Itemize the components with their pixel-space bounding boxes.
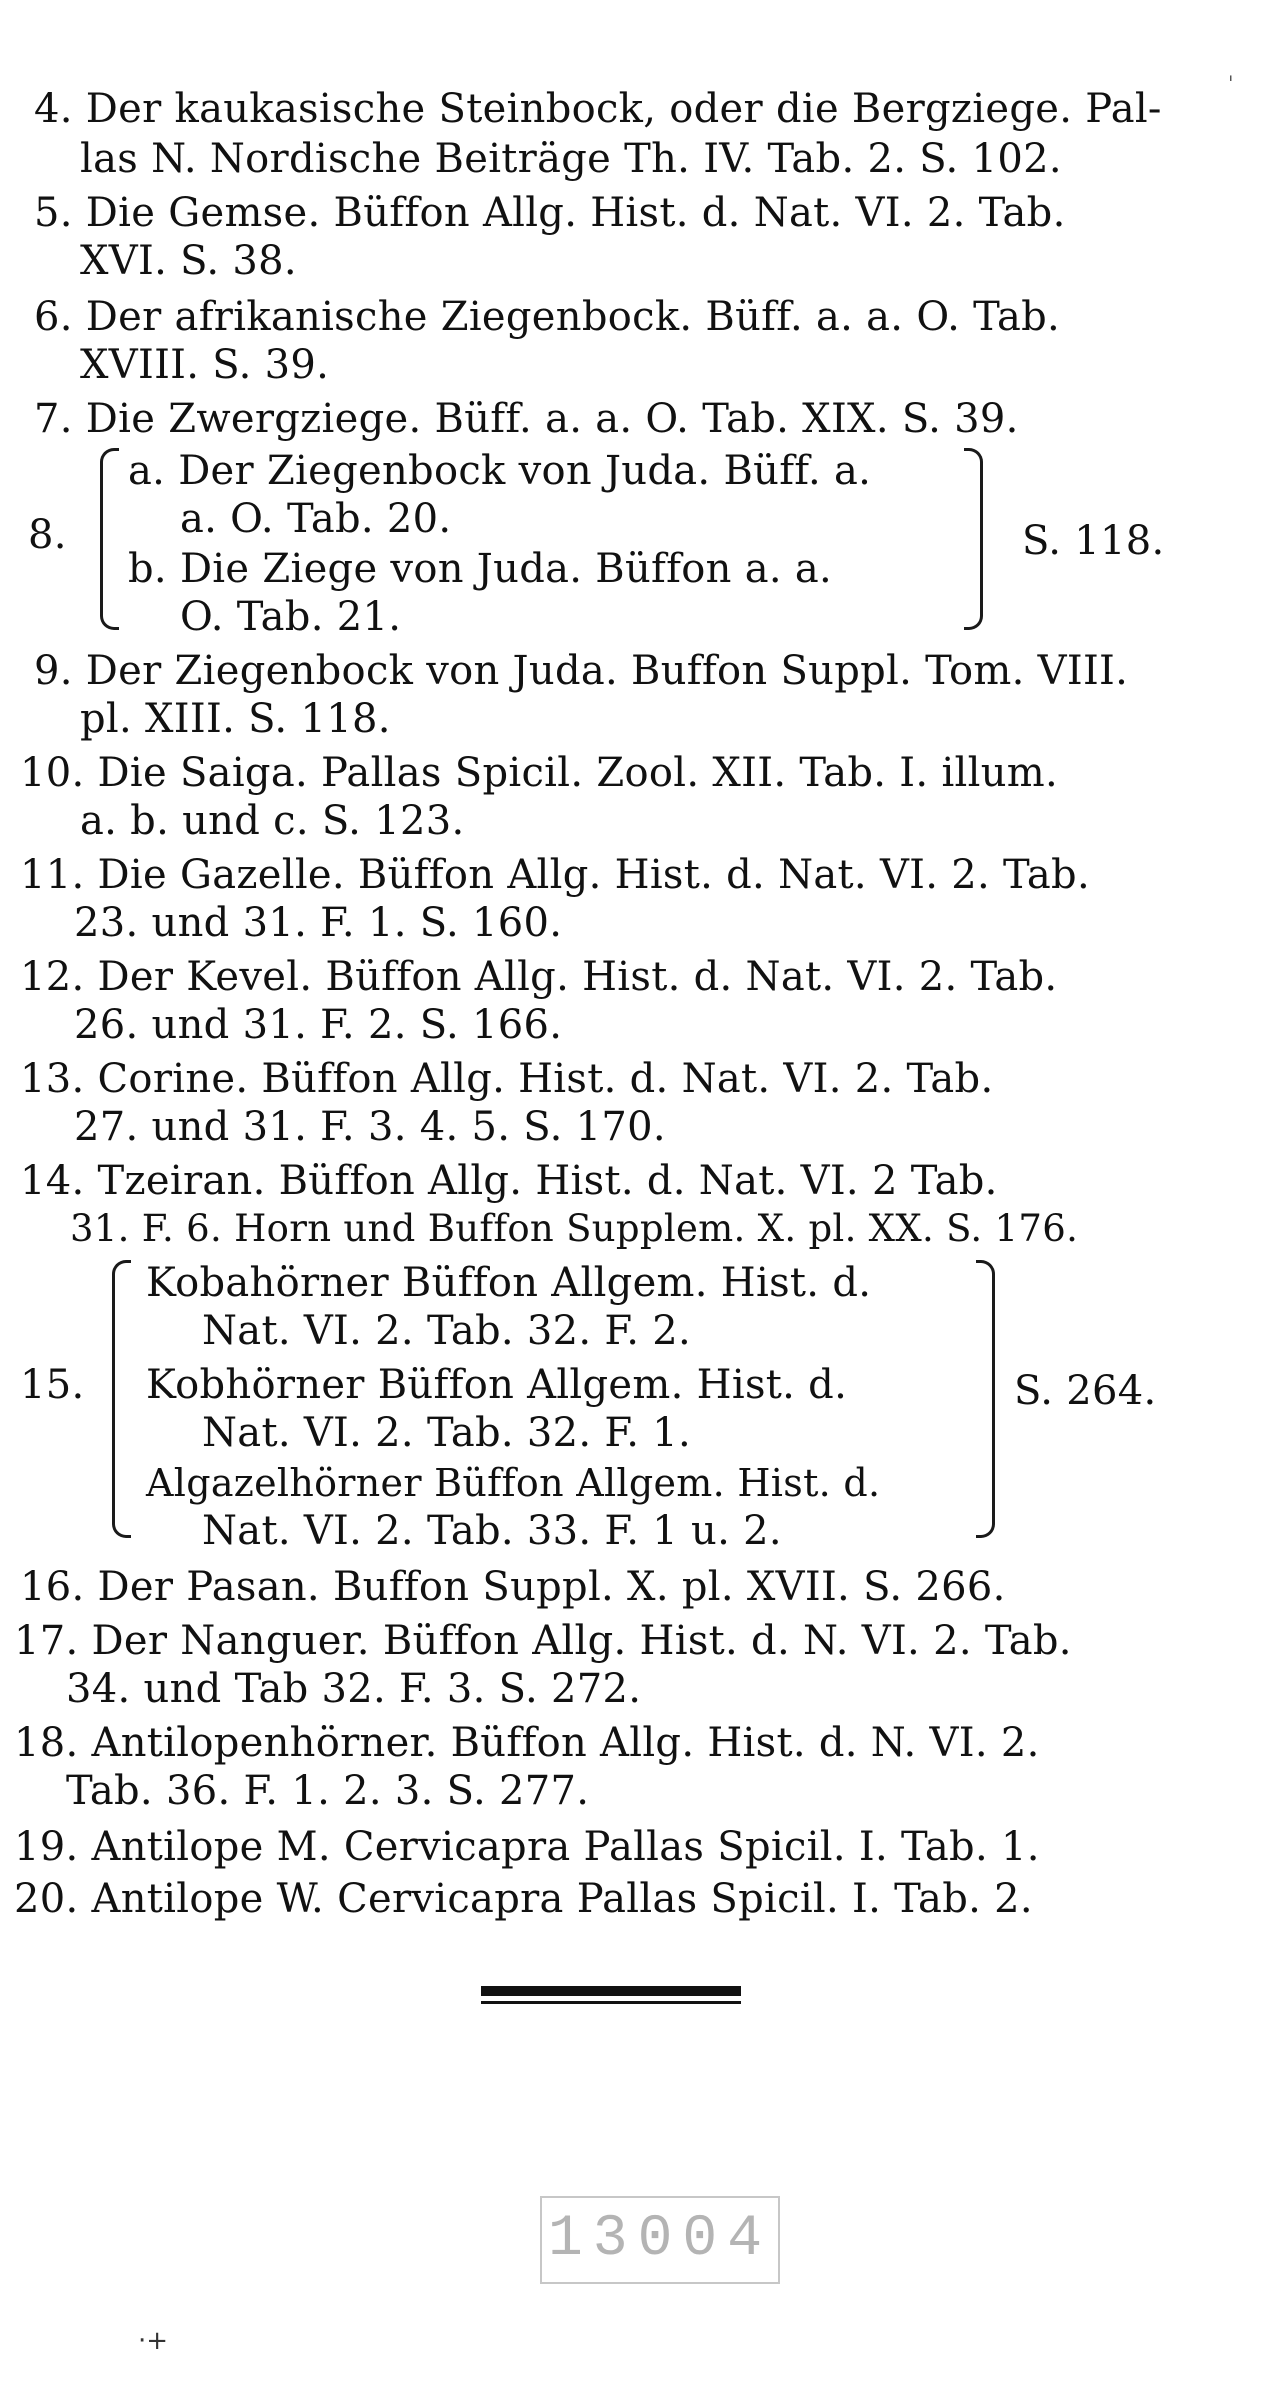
- entry-number: 13.: [20, 1056, 85, 1102]
- entry-15-sub3-line-2: Nat. VI. 2. Tab. 33. F. 1 u. 2.: [202, 1508, 782, 1554]
- entry-18-line-2: Tab. 36. F. 1. 2. 3. S. 277.: [66, 1768, 590, 1814]
- entry-text: Antilope W. Cervicapra Pallas Spicil. I. Tab. 2.: [91, 1876, 1033, 1922]
- entry-9-line-2: pl. XIII. S. 118.: [80, 696, 391, 742]
- page-reference: S. 264.: [1014, 1368, 1157, 1414]
- entry-13-line-2: 27. und 31. F. 3. 4. 5. S. 170.: [74, 1104, 666, 1150]
- entry-text: Der Ziegenbock von Juda. Buffon Suppl. Tom. VIII.: [85, 648, 1129, 694]
- entry-5-line-1: [34, 188, 1066, 238]
- left-brace: [100, 448, 119, 630]
- entry-17-line-1: [14, 1616, 1072, 1666]
- entry-15-sub1-line-1: Kobahörner Büffon Allgem. Hist. d.: [146, 1260, 872, 1306]
- entry-11-line-2: 23. und 31. F. 1. S. 160.: [74, 900, 563, 946]
- entry-number: 14.: [20, 1158, 85, 1204]
- entry-number: 9.: [34, 648, 73, 694]
- entry-10-line-1: [20, 748, 1058, 798]
- entry-number: 7.: [34, 396, 73, 442]
- entry-text: Der Nanguer. Büffon Allg. Hist. d. N. VI. 2. Tab.: [91, 1618, 1072, 1664]
- right-brace: [964, 448, 983, 630]
- entry-15-sub1-line-2: Nat. VI. 2. Tab. 32. F. 2.: [202, 1308, 692, 1354]
- entry-9-line-1: [34, 646, 1128, 696]
- entry-10-line-2: a. b. und c. S. 123.: [80, 798, 465, 844]
- entry-number: 16.: [20, 1564, 85, 1610]
- entry-7-line-1: [34, 394, 1019, 444]
- section-rule-thin: [481, 2001, 741, 2004]
- entry-number: 8.: [28, 512, 67, 558]
- entry-6-line-2: XVIII. S. 39.: [80, 342, 330, 388]
- entry-number: 19.: [14, 1824, 79, 1870]
- sub-text: Die Ziege von Juda. Büffon a. a.: [179, 546, 833, 592]
- entry-14-line-2: 31. F. 6. Horn und Buffon Supplem. X. pl. XX. S. 176.: [70, 1207, 1079, 1250]
- page-reference: S. 118.: [1022, 518, 1165, 564]
- entry-number: 18.: [14, 1720, 79, 1766]
- entry-text: Antilope M. Cervicapra Pallas Spicil. I. Tab. 1.: [91, 1824, 1040, 1870]
- entry-text: Die Saiga. Pallas Spicil. Zool. XII. Tab. I. illum.: [97, 750, 1059, 796]
- entry-text: Corine. Büffon Allg. Hist. d. Nat. VI. 2. Tab.: [97, 1056, 994, 1102]
- entry-15-sub2-line-1: Kobhörner Büffon Allgem. Hist. d.: [146, 1362, 848, 1408]
- entry-6-line-1: [34, 292, 1060, 342]
- entry-15-sub2-line-2: Nat. VI. 2. Tab. 32. F. 1.: [202, 1410, 692, 1456]
- entry-15-sub3-line-1: Algazelhörner Büffon Allgem. Hist. d.: [146, 1461, 881, 1505]
- entry-17-line-2: 34. und Tab 32. F. 3. S. 272.: [66, 1666, 642, 1712]
- sub-letter: b.: [128, 546, 167, 592]
- entry-4-line-2: las N. Nordische Beiträge Th. IV. Tab. 2. S. 102.: [80, 136, 1062, 182]
- entry-14-line-1: [20, 1156, 998, 1206]
- entry-8a-line-1: [128, 446, 871, 496]
- entry-number: 12.: [20, 954, 85, 1000]
- entry-8b-line-1: [128, 544, 832, 594]
- entry-number: 15.: [20, 1362, 85, 1408]
- entry-text: Die Gemse. Büffon Allg. Hist. d. Nat. VI. 2. Tab.: [85, 190, 1066, 236]
- entry-16-line-1: [20, 1562, 1006, 1612]
- entry-number: 6.: [34, 294, 73, 340]
- right-brace: [976, 1260, 995, 1538]
- entry-8b-line-2: O. Tab. 21.: [180, 594, 402, 640]
- entry-text: Der kaukasische Steinbock, oder die Bergziege. Pal-: [85, 86, 1162, 132]
- sub-text: Der Ziegenbock von Juda. Büff. a.: [178, 448, 872, 494]
- entry-5-line-2: XVI. S. 38.: [80, 238, 297, 284]
- entry-4-line-1: [34, 84, 1162, 134]
- entry-text: Die Gazelle. Büffon Allg. Hist. d. Nat. VI. 2. Tab.: [97, 852, 1090, 898]
- entry-number: 17.: [14, 1618, 79, 1664]
- entry-20-line-1: [14, 1874, 1033, 1924]
- entry-12-line-1: [20, 952, 1057, 1002]
- printers-mark-icon: ·+: [138, 2326, 169, 2356]
- entry-18-line-1: [14, 1718, 1040, 1768]
- ink-speck-icon: ˈ: [1228, 72, 1234, 96]
- entry-number: 5.: [34, 190, 73, 236]
- entry-11-line-1: [20, 850, 1090, 900]
- entry-19-line-1: [14, 1822, 1040, 1872]
- entry-text: Der Kevel. Büffon Allg. Hist. d. Nat. VI. 2. Tab.: [97, 954, 1058, 1000]
- left-brace: [112, 1260, 131, 1538]
- entry-number: 4.: [34, 86, 73, 132]
- entry-8a-line-2: a. O. Tab. 20.: [180, 496, 452, 542]
- entry-12-line-2: 26. und 31. F. 2. S. 166.: [74, 1002, 563, 1048]
- entry-text: Tzeiran. Büffon Allg. Hist. d. Nat. VI. 2 Tab.: [97, 1158, 998, 1204]
- entry-text: Antilopenhörner. Büffon Allg. Hist. d. N. VI. 2.: [91, 1720, 1040, 1766]
- entry-text: Der Pasan. Buffon Suppl. X. pl. XVII. S. 266.: [97, 1564, 1006, 1610]
- entry-text: Der afrikanische Ziegenbock. Büff. a. a. O. Tab.: [85, 294, 1061, 340]
- entry-13-line-1: [20, 1054, 993, 1104]
- entry-number: 20.: [14, 1876, 79, 1922]
- entry-number: 10.: [20, 750, 85, 796]
- library-stamp: 13004: [540, 2196, 780, 2284]
- entry-number: 11.: [20, 852, 85, 898]
- section-rule-thick: [481, 1986, 741, 1996]
- entry-text: Die Zwergziege. Büff. a. a. O. Tab. XIX. S. 39.: [85, 396, 1019, 442]
- sub-letter: a.: [128, 448, 166, 494]
